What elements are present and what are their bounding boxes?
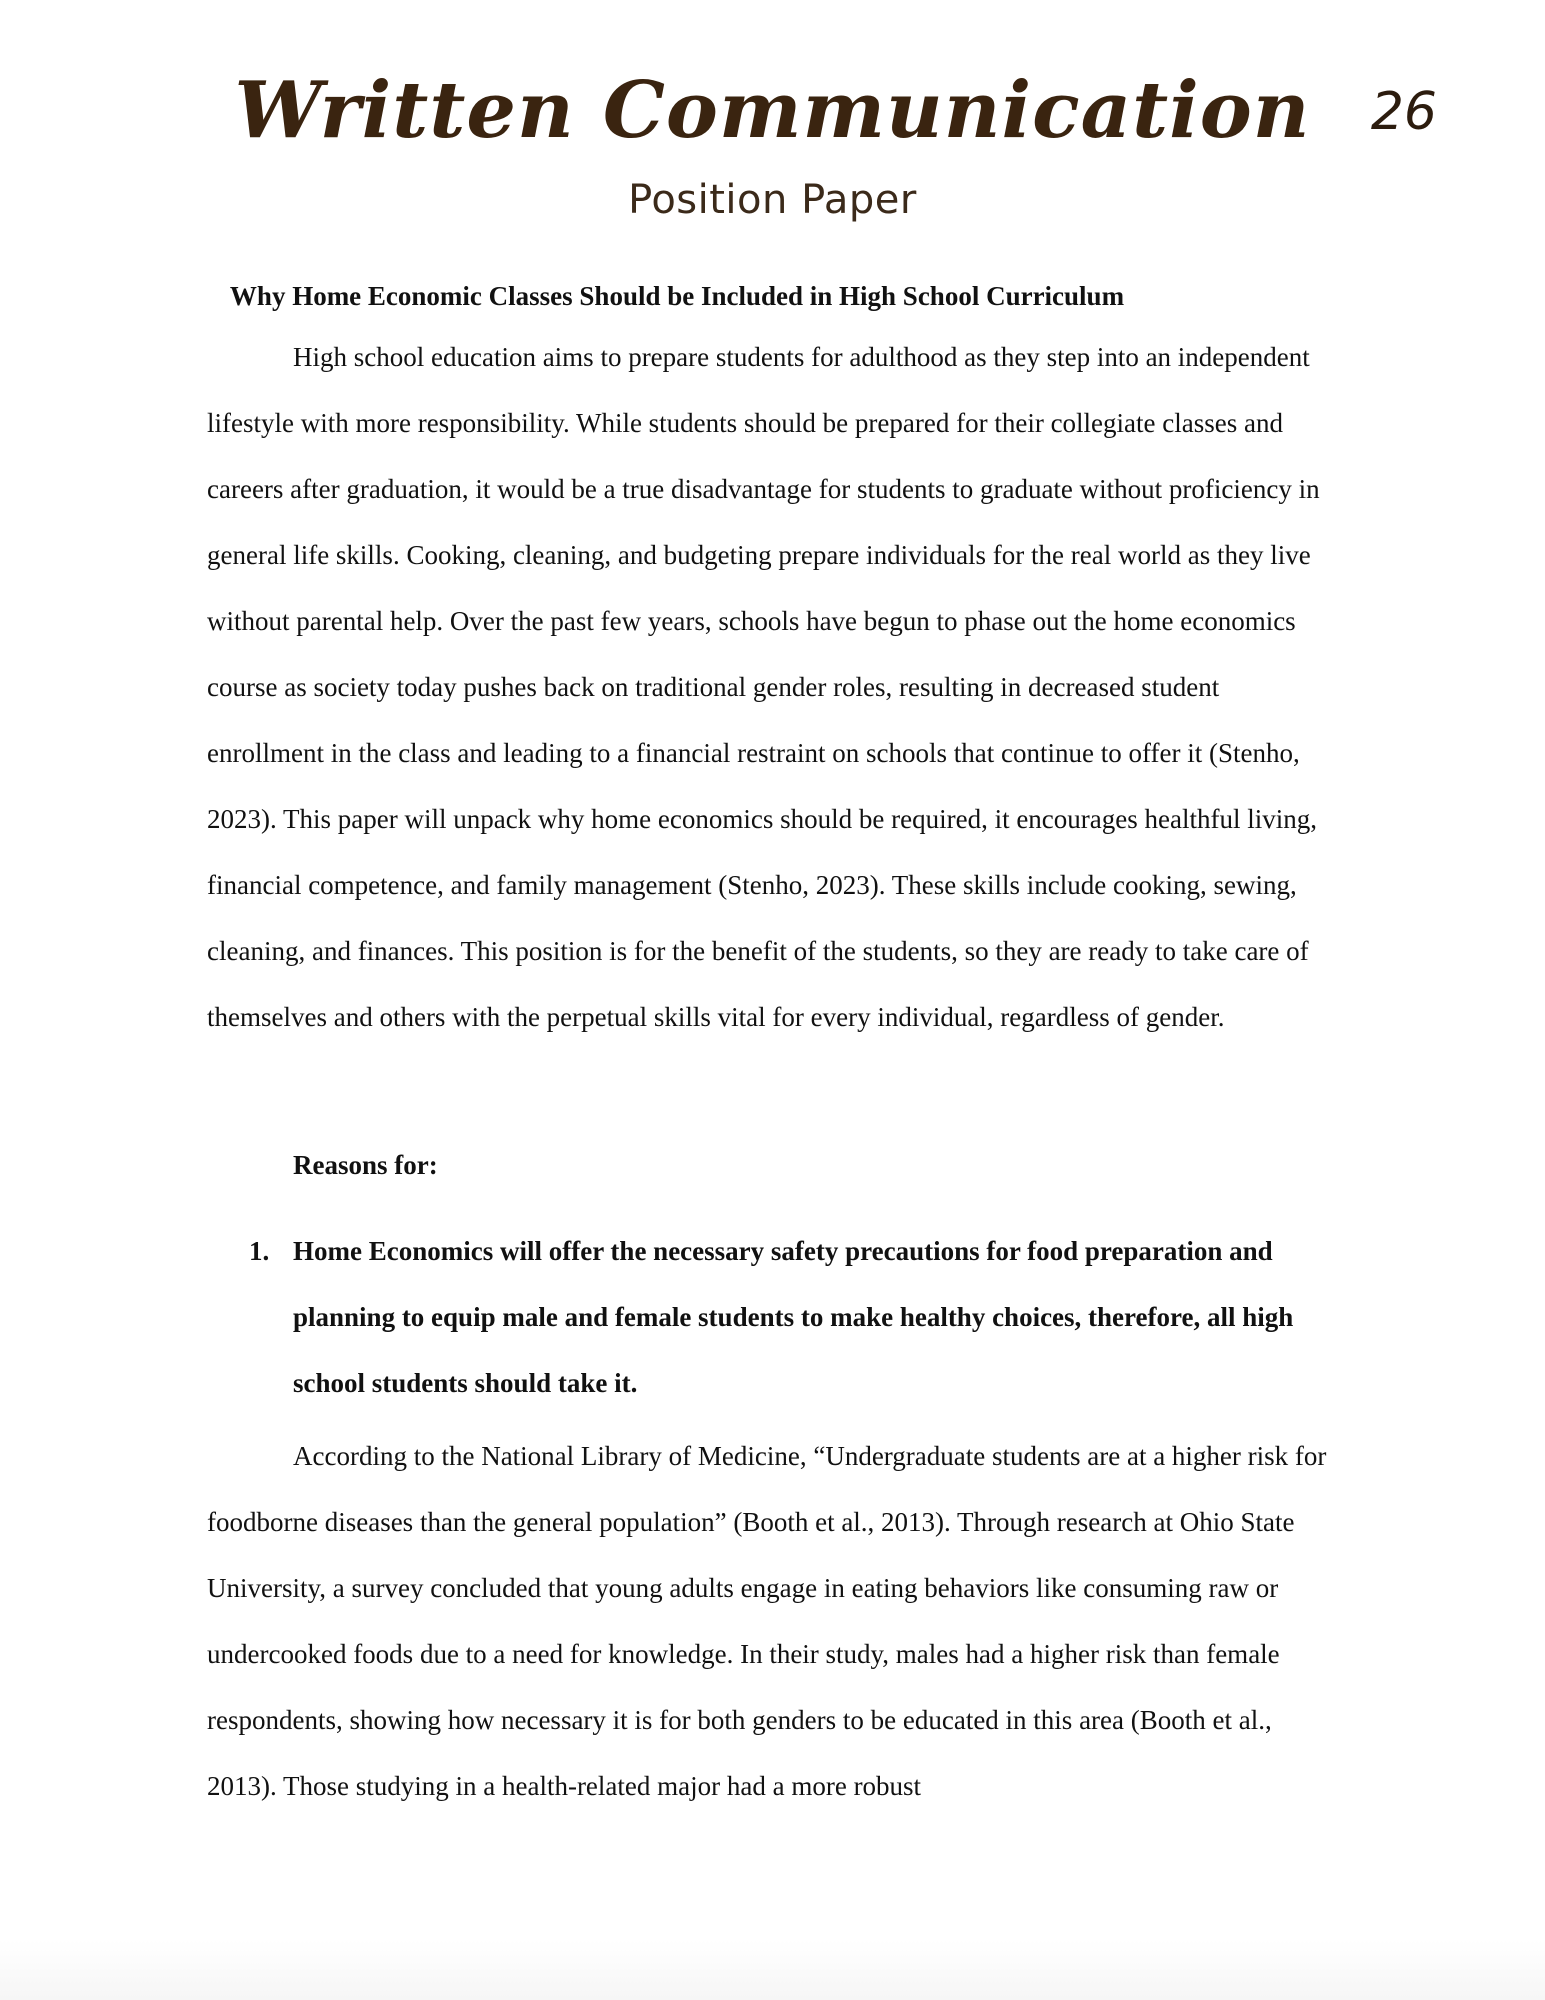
reason-text: Home Economics will offer the necessary safety precautions for food preparation and planning to equip male and female students to make healthy choices, therefore, all high school students should take it. — [293, 1236, 1294, 1398]
reasons-list — [249, 1218, 1341, 1416]
header-subtitle: Position Paper — [628, 177, 917, 223]
paper-title: Why Home Economic Classes Should be Included in High School Curriculum — [229, 281, 1125, 311]
header-title: Written Communication — [234, 65, 1311, 156]
reason-number: 1. — [249, 1236, 270, 1266]
body-paragraph: According to the National Library of Medicine, “Undergraduate students are at a higher risk for foodborne diseases than the general population” (Booth et al., 2013). Through research at Ohio State University, a survey concluded that young adults engage in eating behaviors like consuming raw or undercooked foods due to a need for knowledge. In their study, males had a higher risk than female respondents, showing how necessary it is for both genders to be educated in this area (Booth et al., 2013). Those studying in a health-related major had a more robust — [207, 1441, 1327, 1801]
reasons-heading: Reasons for: — [293, 1150, 438, 1180]
page-bottom-shade — [0, 1940, 1545, 2000]
page-number: 26 — [1370, 82, 1437, 142]
reason-item — [249, 1218, 1341, 1416]
intro-paragraph: High school education aims to prepare students for adulthood as they step into an independent lifestyle with more responsibility. While students should be prepared for their collegiate classes and careers after graduation, it would be a true disadvantage for students to graduate without proficiency in general life skills. Cooking, cleaning, and budgeting prepare individuals for the real world as they live without parental help. Over the past few years, schools have begun to phase out the home economics course as society today pushes back on traditional gender roles, resulting in decreased student enrollment in the class and leading to a financial restraint on schools that continue to offer it (Stenho, 2023). This paper will unpack why home economics should be required, it encourages healthful living, financial competence, and family management (Stenho, 2023). These skills include cooking, sewing, cleaning, and finances. This position is for the benefit of the students, so they are ready to take care of themselves and others with the perpetual skills vital for every individual, regardless of gender. — [207, 342, 1320, 1032]
